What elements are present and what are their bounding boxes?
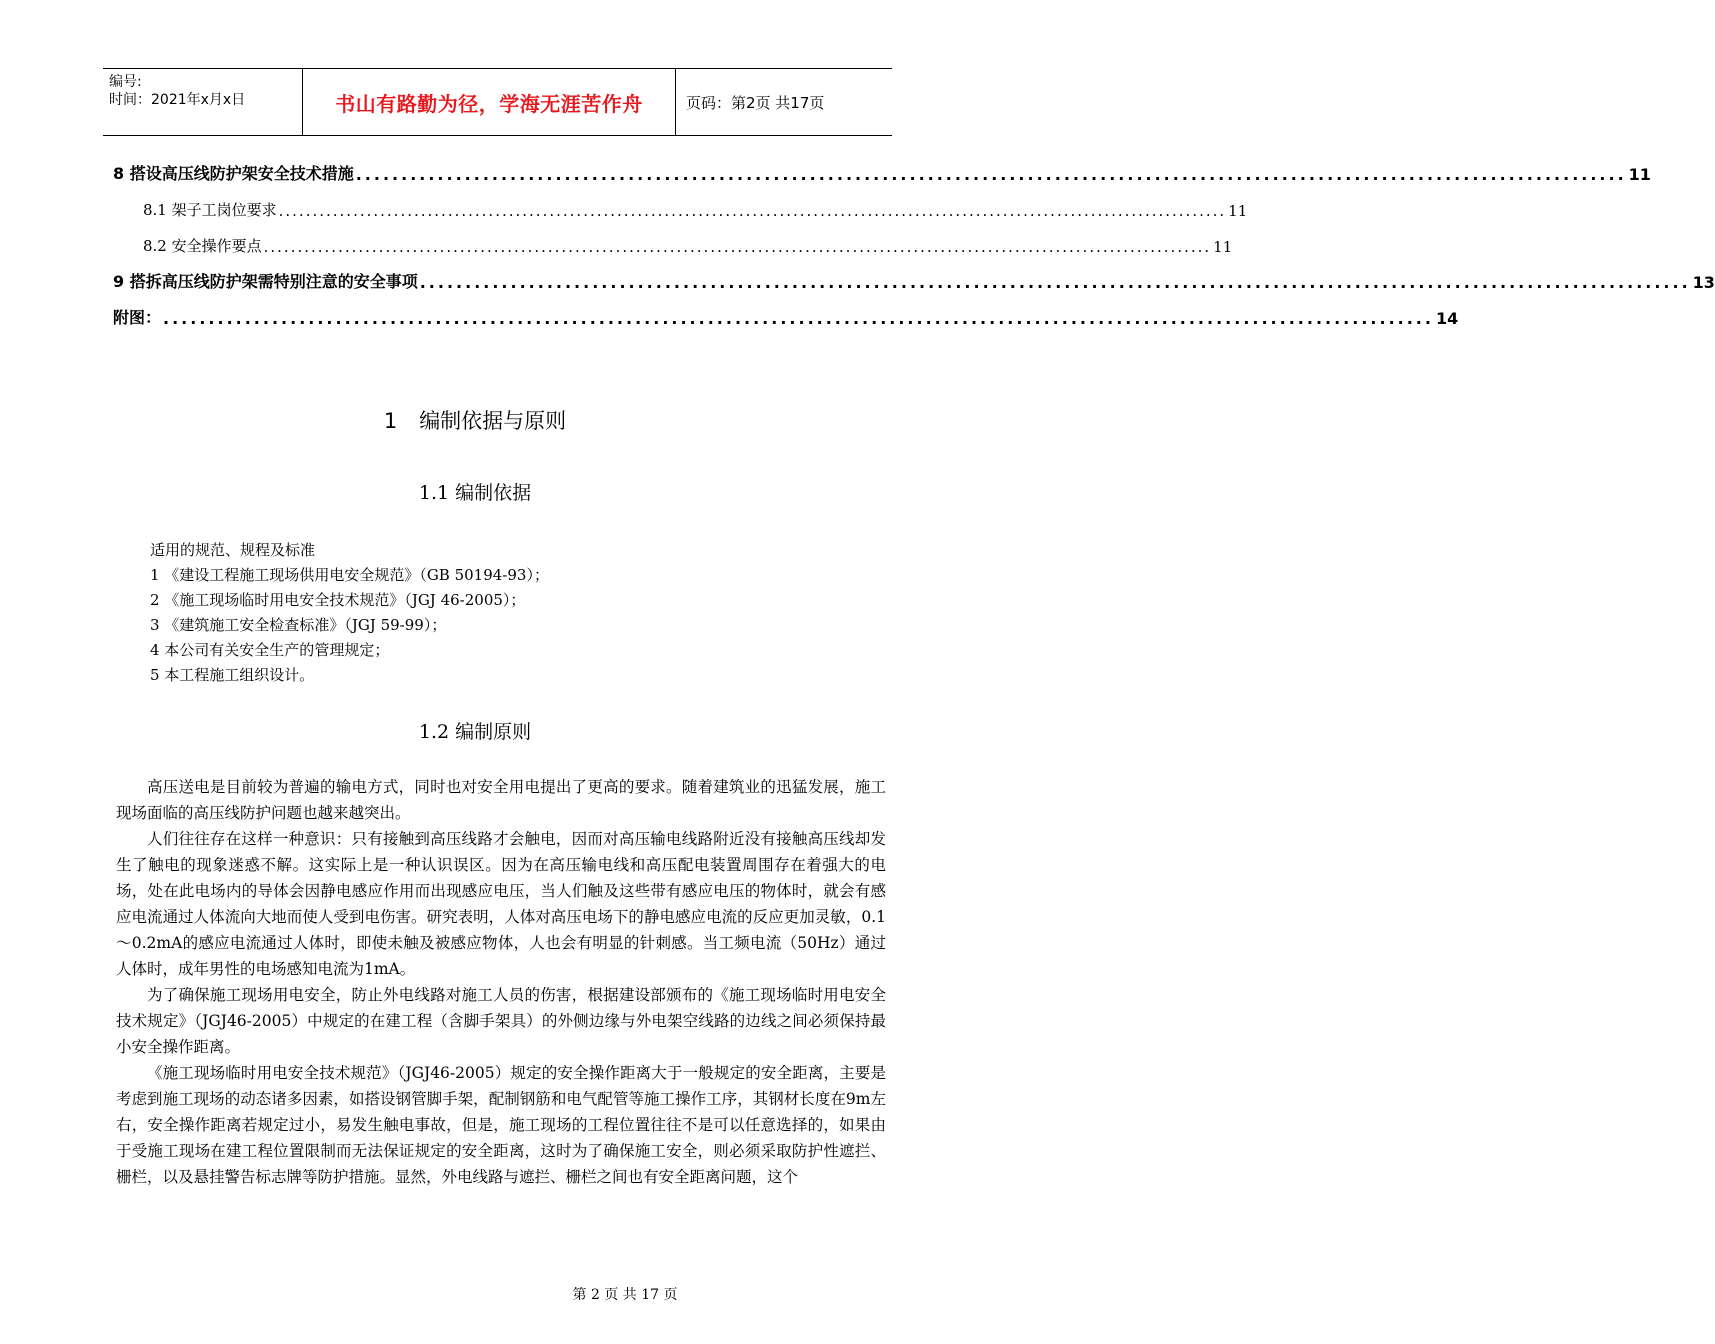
header-number-label: 编号: bbox=[109, 74, 142, 90]
list-item: 1 《建设工程施工现场供用电安全规范》（GB 50194-93）； bbox=[150, 566, 549, 584]
toc-entry-title: 9 搭拆高压线防护架需特别注意的安全事项 bbox=[113, 272, 418, 291]
subsection-heading: 1.2 编制原则 bbox=[418, 721, 532, 743]
section-number: 1 bbox=[383, 409, 398, 433]
header-time-label: 时间：2021年x月x日 bbox=[109, 92, 246, 108]
paragraph: 高压送电是目前较为普遍的输电方式，同时也对安全用电提出了更高的要求。随着建筑业的迅猛发展，施工现场面临的高压线防护问题也越来越突出。 bbox=[116, 778, 886, 822]
list-item: 2 《施工现场临时用电安全技术规范》（JGJ 46-2005）； bbox=[150, 591, 526, 609]
toc-entry[interactable] bbox=[113, 196, 1248, 220]
body-text bbox=[116, 774, 886, 1190]
standards-list bbox=[150, 538, 549, 688]
header-motto: 书山有路勤为径，学海无涯苦作舟 bbox=[303, 69, 676, 135]
toc-entry-page: 11 bbox=[1628, 165, 1651, 184]
list-item: 3 《建筑施工安全检查标准》（JGJ 59-99）； bbox=[150, 616, 447, 634]
paragraph: 人们往往存在这样一种意识：只有接触到高压线路才会触电，因而对高压输电线路附近没有接触高压线却发生了触电的现象迷惑不解。这实际上是一种认识误区。因为在高压输电线和高压配电装置周围存在着强大的电场，处在此电场内的导体会因静电感应作用而出现感应电压，当人们触及这些带有感应电压的物体时，就会有感应电流通过人体流向大地而使人受到电伤害。研究表明，人体对高压电场下的静电感应电流的反应更加灵敏，0.1～0.2mA的感应电流通过人体时，即使未触及被感应物体，人也会有明显的针刺感。当工频电流（50Hz）通过人体时，成年男性的电场感知电流为1mA。 bbox=[116, 830, 886, 978]
toc-leader: ............................................................................................................................................ bbox=[263, 238, 1212, 256]
toc-entry-page: 11 bbox=[1213, 238, 1233, 256]
paragraph: 《施工现场临时用电安全技术规范》（JGJ46-2005）规定的安全操作距离大于一般规定的安全距离，主要是考虑到施工现场的动态诸多因素，如搭设钢管脚手架，配制钢筋和电气配管等施工操作工序，其钢材长度在9m左右，安全操作距离若规定过小，易发生触电事故，但是，施工现场的工程位置往往不是可以任意选择的，如果由于受施工现场在建工程位置限制而无法保证规定的安全距离，这时为了确保施工安全，则必须采取防护性遮拦、栅栏，以及悬挂警告标志牌等防护措施。显然，外电线路与遮拦、栅栏之间也有安全距离问题，这个 bbox=[116, 1064, 886, 1186]
toc-entry[interactable] bbox=[113, 304, 1459, 328]
page-footer: 第 2 页 共 17 页 bbox=[572, 1287, 678, 1303]
header-meta bbox=[103, 69, 303, 135]
toc-leader: ............................................................................................................................................ bbox=[419, 273, 1691, 292]
list-intro: 适用的规范、规程及标准 bbox=[150, 541, 316, 559]
toc-entry[interactable] bbox=[113, 160, 1651, 184]
list-item: 4 本公司有关安全生产的管理规定； bbox=[150, 641, 390, 659]
toc-leader: ............................................................................................................................................ bbox=[278, 202, 1227, 220]
toc-entry[interactable] bbox=[113, 232, 1233, 256]
toc-entry-page: 14 bbox=[1435, 309, 1459, 328]
toc-leader: ............................................................................................................................................ bbox=[355, 165, 1627, 184]
paragraph: 为了确保施工现场用电安全，防止外电线路对施工人员的伤害，根据建设部颁布的《施工现场临时用电安全技术规定》（JGJ46-2005）中规定的在建工程（含脚手架具）的外侧边缘与外电架空线路的边线之间必须保持最小安全操作距离。 bbox=[116, 986, 886, 1056]
toc-entry[interactable] bbox=[113, 268, 1715, 292]
page-header bbox=[103, 68, 892, 136]
section-heading bbox=[0, 405, 950, 435]
toc-entry-title: 8 搭设高压线防护架安全技术措施 bbox=[113, 164, 354, 183]
toc-entry-page: 11 bbox=[1228, 202, 1248, 220]
toc-entry-page: 13 bbox=[1692, 273, 1715, 292]
list-item: 5 本工程施工组织设计。 bbox=[150, 666, 315, 684]
section-title: 编制依据与原则 bbox=[419, 409, 567, 433]
toc-entry-title: 附图： bbox=[113, 308, 162, 327]
header-page-label: 页码：第2页 共17页 bbox=[686, 93, 825, 112]
toc-entry-title: 8.2 安全操作要点 bbox=[143, 237, 262, 255]
toc-leader: ............................................................................................................................................ bbox=[163, 309, 1434, 328]
subsection-heading: 1.1 编制依据 bbox=[418, 482, 532, 504]
toc-entry-title: 8.1 架子工岗位要求 bbox=[143, 201, 277, 219]
